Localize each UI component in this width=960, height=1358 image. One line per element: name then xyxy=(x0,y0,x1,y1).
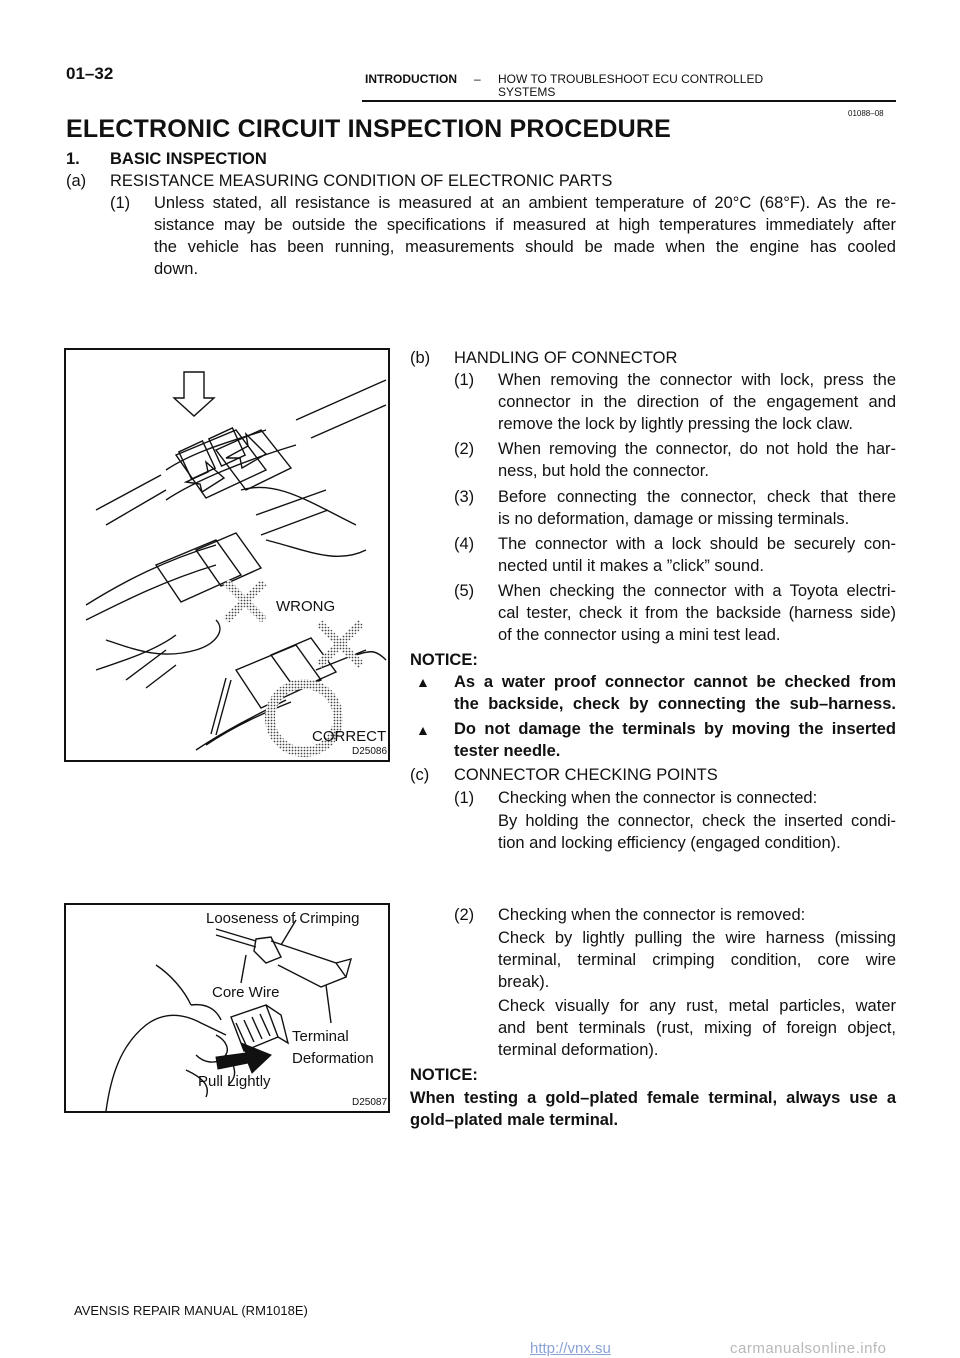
step-a1-text xyxy=(154,192,896,280)
text-line: of the connector using a mini test lead. xyxy=(498,626,781,644)
step-c2-text-2 xyxy=(498,995,896,1061)
triangle-bullet-icon: ▲ xyxy=(416,674,430,690)
page-title: ELECTRONIC CIRCUIT INSPECTION PROCEDURE xyxy=(66,115,672,143)
text-line: Do not damage the terminals by moving the inserted xyxy=(454,720,896,738)
section-subtitle-line2: SYSTEMS xyxy=(498,85,556,99)
text-line: gold–plated male terminal. xyxy=(410,1111,619,1129)
figure-connector-handling xyxy=(64,348,390,762)
label-pull-lightly: Pull Lightly xyxy=(198,1073,271,1090)
wrong-label: WRONG xyxy=(276,598,336,615)
step-a-heading: RESISTANCE MEASURING CONDITION OF ELECTRONIC PARTS xyxy=(110,172,613,190)
text-line: terminal, terminal crimping condition, core wire xyxy=(498,951,896,969)
text-line: is no deformation, damage or missing terminals. xyxy=(498,510,850,528)
text-line: tester needle. xyxy=(454,742,561,760)
figure-code: D25087 xyxy=(352,1097,388,1108)
triangle-bullet-icon: ▲ xyxy=(416,722,430,738)
label-deformation: Deformation xyxy=(292,1050,374,1067)
notice-item-1 xyxy=(454,671,896,715)
text-line: and bent terminals (rust, mixing of foreign object, xyxy=(498,1019,896,1037)
step-b5-number: (5) xyxy=(454,582,475,600)
text-line: As a water proof connector cannot be checked from xyxy=(454,673,896,691)
step-c1-text xyxy=(498,810,896,854)
step-c2-number: (2) xyxy=(454,906,475,924)
text-line: the vehicle has been running, measurements should be made when the engine has cooled xyxy=(154,238,896,256)
figure-terminal-check xyxy=(64,903,390,1113)
figure-code: D25086 xyxy=(352,746,388,757)
notice-item-2 xyxy=(454,718,896,762)
correct-label: CORRECT xyxy=(312,728,387,745)
notice-label: NOTICE: xyxy=(410,651,478,669)
step-b-heading: HANDLING OF CONNECTOR xyxy=(454,349,678,367)
label-terminal: Terminal xyxy=(292,1028,349,1045)
step-c2-heading: Checking when the connector is removed: xyxy=(498,906,806,924)
step-b3-text xyxy=(498,486,896,530)
text-line: tion and locking efficiency (engaged condition). xyxy=(498,834,841,852)
text-line: When checking the connector with a Toyota electri- xyxy=(498,582,896,600)
text-line: When testing a gold–plated female terminal, always use a xyxy=(410,1089,896,1107)
step-c-number: (c) xyxy=(410,766,430,784)
text-line: When removing the connector, do not hold the har- xyxy=(498,440,896,458)
step-b2-text xyxy=(498,438,896,482)
text-line: down. xyxy=(154,260,199,278)
connector-illustration xyxy=(66,350,388,760)
step-1-heading: BASIC INSPECTION xyxy=(110,150,267,168)
page-number: 01–32 xyxy=(66,64,114,83)
label-looseness-of-crimping: Looseness of Crimping xyxy=(206,910,360,927)
step-c1-heading: Checking when the connector is connected: xyxy=(498,789,818,807)
text-line: By holding the connector, check the inserted condi- xyxy=(498,812,896,830)
text-line: The connector with a lock should be securely con- xyxy=(498,535,896,553)
notice-label: NOTICE: xyxy=(410,1066,478,1084)
text-line: ness, but hold the connector. xyxy=(498,462,709,480)
step-b4-text xyxy=(498,533,896,577)
watermark-link[interactable]: http://vnx.su xyxy=(530,1340,611,1357)
header-dash: – xyxy=(474,72,481,86)
step-1-number: 1. xyxy=(66,150,80,168)
step-b-number: (b) xyxy=(410,349,431,367)
step-b1-text xyxy=(498,369,896,435)
step-b3-number: (3) xyxy=(454,488,475,506)
text-line: break). xyxy=(498,973,550,991)
header-rule xyxy=(362,100,896,102)
step-b1-number: (1) xyxy=(454,371,475,389)
text-line: cal tester, check it from the backside (harness side) xyxy=(498,604,896,622)
step-b4-number: (4) xyxy=(454,535,475,553)
step-c-heading: CONNECTOR CHECKING POINTS xyxy=(454,766,718,784)
label-core-wire: Core Wire xyxy=(212,984,280,1001)
step-c1-number: (1) xyxy=(454,789,475,807)
text-line: Check visually for any rust, metal particles, water xyxy=(498,997,896,1015)
text-line: terminal deformation). xyxy=(498,1041,659,1059)
text-line: Unless stated, all resistance is measured at an ambient temperature of 20°C (68°F). As the re- xyxy=(154,194,896,212)
text-line: When removing the connector with lock, press the xyxy=(498,371,896,389)
step-c2-text-1 xyxy=(498,927,896,993)
step-b2-number: (2) xyxy=(454,440,475,458)
text-line: Before connecting the connector, check that there xyxy=(498,488,896,506)
section-name: INTRODUCTION xyxy=(365,72,457,86)
footer-manual-title: AVENSIS REPAIR MANUAL (RM1018E) xyxy=(74,1303,308,1318)
text-line: remove the lock by lightly pressing the lock claw. xyxy=(498,415,853,433)
text-line: Check by lightly pulling the wire harness (missing xyxy=(498,929,896,947)
document-id: 01088–08 xyxy=(848,109,884,118)
text-line: connector in the direction of the engagement and xyxy=(498,393,896,411)
text-line: the backside, check by connecting the sub–harness. xyxy=(454,695,896,713)
notice-gold-terminal xyxy=(410,1087,896,1131)
text-line: sistance may be outside the specifications if measured at high temperatures immediately after xyxy=(154,216,896,234)
text-line: nected until it makes a ”click” sound. xyxy=(498,557,764,575)
step-b5-text xyxy=(498,580,896,646)
watermark-site: carmanualsonline.info xyxy=(730,1340,887,1357)
step-a-number: (a) xyxy=(66,172,87,190)
section-subtitle-line1: HOW TO TROUBLESHOOT ECU CONTROLLED xyxy=(498,72,764,86)
step-a1-number: (1) xyxy=(110,194,131,212)
